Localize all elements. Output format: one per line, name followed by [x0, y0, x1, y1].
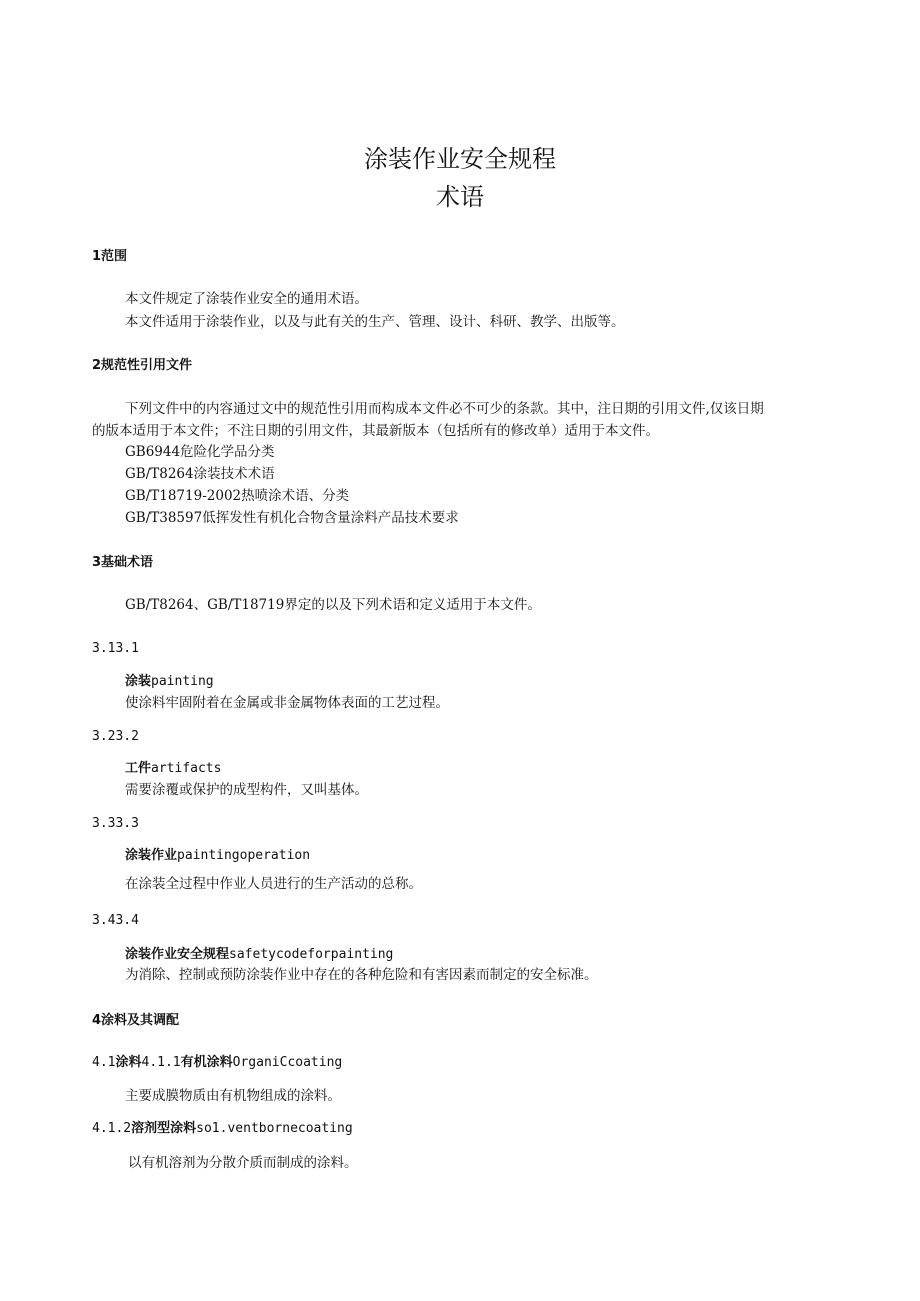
section-heading-scope: 1范围 — [92, 249, 128, 264]
document-title: 涂装作业安全规程 — [364, 145, 556, 173]
term-definition: 为消除、控制或预防涂装作业中存在的各种危险和有害因素而制定的安全标准。 — [125, 967, 598, 983]
term-title — [92, 1056, 342, 1069]
term-number: 3.33.3 — [92, 816, 139, 831]
term-definition: 以有机溶剂为分散介质而制成的涂料。 — [128, 1155, 358, 1171]
term-definition: 需要涂覆或保护的成型构件，又叫基体。 — [125, 782, 368, 798]
paragraph: 本文件适用于涂装作业，以及与此有关的生产、管理、设计、科研、教学、出版等。 — [125, 314, 625, 330]
term-zh: 溶剂型涂料 — [131, 1121, 197, 1136]
term-en: painting — [151, 674, 214, 689]
term-title — [125, 849, 310, 862]
term-definition: 使涂料牢固附着在金属或非金属物体表面的工艺过程。 — [125, 695, 449, 711]
term-title — [125, 762, 221, 775]
term-definition: 在涂装全过程中作业人员进行的生产活动的总称。 — [125, 876, 422, 892]
term-number: 4.1.2 — [92, 1121, 132, 1136]
term-number: 3.13.1 — [92, 641, 139, 656]
section-heading-normative-references: 2规范性引用文件 — [92, 358, 193, 373]
reference-item: GB/T18719-2002热喷涂术语、分类 — [125, 488, 350, 504]
term-zh: 工件 — [125, 761, 152, 776]
term-number: 3.23.2 — [92, 729, 139, 744]
paragraph: 下列文件中的内容通过文中的规范性引用而构成本文件必不可少的条款。其中，注日期的引用文件,仅该日期 — [125, 401, 764, 417]
term-number: 4.1.1 — [141, 1055, 181, 1070]
section-heading-coatings: 4涂料及其调配 — [92, 1013, 180, 1028]
term-title — [92, 1122, 353, 1135]
section-heading-basic-terms: 3基础术语 — [92, 555, 154, 570]
paragraph: GB/T8264、GB/T18719界定的以及下列术语和定义适用于本文件。 — [125, 597, 541, 613]
term-title — [125, 948, 393, 961]
term-number: 4.1 — [92, 1055, 116, 1070]
reference-item: GB6944危险化学品分类 — [125, 444, 275, 460]
paragraph: 的版本适用于本文件；不注日期的引用文件，其最新版本（包括所有的修改单）适用于本文件。 — [92, 423, 659, 439]
term-title — [125, 675, 214, 688]
term-number: 3.43.4 — [92, 913, 139, 928]
reference-item: GB/T8264涂装技术术语 — [125, 466, 275, 482]
term-zh: 涂料 — [115, 1055, 142, 1070]
term-en: artifacts — [151, 761, 222, 776]
term-en: so1.ventbornecoating — [196, 1121, 353, 1136]
term-en: paintingoperation — [177, 848, 311, 863]
reference-item: GB/T38597低挥发性有机化合物含量涂料产品技术要求 — [125, 510, 459, 526]
term-zh: 涂装 — [125, 674, 152, 689]
term-definition: 主要成膜物质由有机物组成的涂料。 — [125, 1088, 341, 1104]
term-en: OrganiCcoating — [232, 1055, 343, 1070]
document-subtitle: 术语 — [436, 183, 484, 211]
term-zh: 涂装作业安全规程 — [125, 947, 230, 962]
term-en: safetycodeforpainting — [229, 947, 394, 962]
paragraph: 本文件规定了涂装作业安全的通用术语。 — [125, 291, 368, 307]
term-zh: 涂装作业 — [125, 848, 178, 863]
term-zh: 有机涂料 — [180, 1055, 233, 1070]
